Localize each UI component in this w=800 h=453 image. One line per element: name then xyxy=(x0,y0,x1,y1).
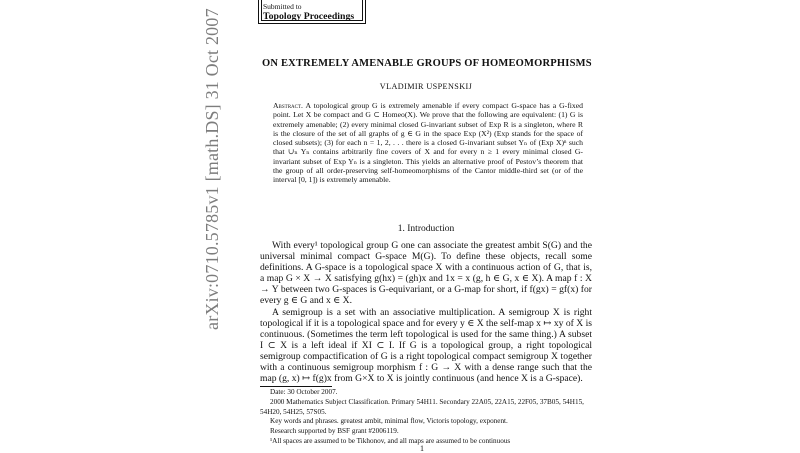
body-text xyxy=(260,240,592,384)
right-margin xyxy=(605,0,800,450)
submitted-to-label: Submitted to xyxy=(263,2,302,11)
abstract-heading: Abstract. xyxy=(273,101,303,110)
footnote-keywords: Key words and phrases. greatest ambit, minimal flow, Victoris topology, exponent. xyxy=(270,417,508,426)
footnote-grant: Research supported by BSF grant #2006119. xyxy=(270,427,399,436)
journal-name: Topology Proceedings xyxy=(263,11,355,22)
arxiv-identifier: arXiv:0710.5785v1 [math.DS] 31 Oct 2007 xyxy=(202,8,222,330)
footnote-msc: 2000 Mathematics Subject Classification. Primary 54H11. Secondary 22A05, 22A15, 22F05, 37B05, 54H15, 54H20, 54H25, 57S05. xyxy=(260,397,584,416)
footnotes xyxy=(260,388,592,447)
footnote-1: ¹All spaces are assumed to be Tikhonov, and all maps are assumed to be continuous xyxy=(270,436,511,445)
footnote-rule xyxy=(260,386,332,387)
paragraph: With every¹ topological group G one can associate the greatest ambit S(G) and the universal minimal compact G-space M(G). To define these objects, recall some definitions. A G-space is a topological space X with a continuous action of G, that is, a map G × X → X satisfying g(hx) = (gh)x and 1x = x (g, h ∈ G, x ∈ X). A map f : X → Y between two G-spaces is G-equivariant, or a G-map for short, if f(gx) = gf(x) for every g ∈ G and x ∈ X. xyxy=(260,240,592,307)
paper-author: VLADIMIR USPENSKIJ xyxy=(379,82,473,91)
abstract xyxy=(273,101,583,185)
paragraph: A semigroup is a set with an associative multiplication. A semigroup X is right topological if it is a topological space and for every y ∈ X the self-map x ↦ xy of X is continuous. (Sometimes the term left topological is used for the same thing.) A subset I ⊂ X is a left ideal if XI ⊂ I. If G is a topological group, a right topological semigroup compactification of G is a right topological compact semigroup X together with a continuous semigroup morphism f : G → X with a dense range such that the map (g, x) ↦ f(g)x from G×X to X is jointly continuous (and hence X is a G-space). xyxy=(260,306,592,385)
page-number: 1 xyxy=(420,444,424,453)
abstract-text: A topological group G is extremely amenable if every compact G-space has a G-fixed point. Let X be compact and G ⊂ Homeo(X). We prove that the following are equivalent: (1) G is extremely amenable; (2) every minimal closed G-invariant subset of Exp R is a singleton, where R is the closure of the set of all graphs of g ∈ G in the space Exp (X²) (Exp stands for the space of closed subsets); (3) for each n = 1, 2, . . . there is a closed G-invariant subset Yₙ of (Exp X)ⁿ such that ∪ₙ Yₙ contains arbitrarily fine covers of X and for every n ≥ 1 every minimal closed G-invariant subset of Exp Yₙ is a singleton. This yields an alternative proof of Pestov’s theorem that the group of all order-preserving self-homeomorphisms of the Cantor middle-third set (or of the interval [0, 1]) is extremely amenable. xyxy=(273,101,583,185)
paper-title: ON EXTREMELY AMENABLE GROUPS OF HOMEOMORPHISMS xyxy=(262,58,592,69)
footnote-date: Date: 30 October 2007. xyxy=(270,388,338,396)
section-heading: 1. Introduction xyxy=(397,224,455,234)
left-margin xyxy=(0,0,195,450)
journal-stamp xyxy=(258,0,366,24)
